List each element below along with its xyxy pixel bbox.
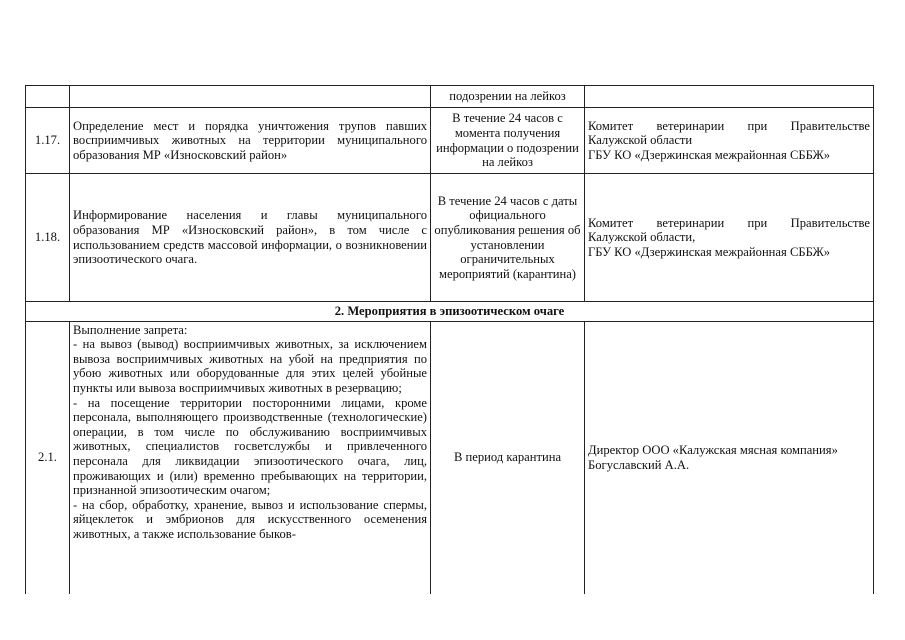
section-header-row	[26, 302, 874, 322]
row-number	[26, 86, 70, 108]
table-row	[26, 108, 874, 174]
table-row	[26, 174, 874, 302]
measure-term: В период карантина	[431, 321, 585, 594]
section-title: 2. Мероприятия в эпизоотическом очаге	[26, 302, 874, 322]
measure-responsible	[585, 108, 874, 174]
row-number: 2.1.	[26, 321, 70, 594]
measure-responsible	[585, 86, 874, 108]
responsible-line: ГБУ КО «Дзержинская межрайонная СББЖ»	[588, 244, 831, 259]
measure-description: Информирование населения и главы муниципального образования МР «Износковский район», в том числе с использованием средств массовой информации, о возникновении эпизоотического очага.	[70, 174, 431, 302]
description-paragraph: - на вывоз (вывод) восприимчивых животных, за исключением вывоза восприимчивых животных на убой на предприятия по убою животных или оборудованные для этих целей убойные пункты или вывоза восприимчивых животных в резервацию;	[73, 337, 427, 395]
measure-description	[70, 86, 431, 108]
measure-term: В течение 24 часов с момента получения информации о подозрении на лейкоз	[431, 108, 585, 174]
table-row	[26, 86, 874, 108]
measure-description: Определение мест и порядка уничтожения трупов павших восприимчивых животных на территории муниципального образования МР «Износковский район»	[70, 108, 431, 174]
row-number: 1.18.	[26, 174, 70, 302]
responsible-line: Комитет ветеринарии при Правительстве Калужской области	[588, 118, 870, 148]
measure-term: В течение 24 часов с даты официального опубликования решения об установлении ограничительных мероприятий (карантина)	[431, 174, 585, 302]
description-paragraph: Выполнение запрета:	[73, 322, 188, 337]
description-paragraph: - на посещение территории посторонними лицами, кроме персонала, выполняющего производственные (технологические) операции, в том числе по обслуживанию восприимчивых животных, специалистов госветслужбы и привлеченного персонала для ликвидации эпизоотического очага, лиц, проживающих и (или) временно пребывающих на территории, признанной эпизоотическим очагом;	[73, 395, 427, 498]
row-number: 1.17.	[26, 108, 70, 174]
measure-responsible	[585, 174, 874, 302]
measures-table	[25, 85, 874, 594]
description-paragraph: - на сбор, обработку, хранение, вывоз и использование спермы, яйцеклеток и эмбрионов для искусственного осеменения животных, а также использование быков-	[73, 497, 427, 541]
measure-responsible: Директор ООО «Калужская мясная компания» Богуславский А.А.	[585, 321, 874, 594]
measure-description	[70, 321, 431, 594]
table-row	[26, 321, 874, 594]
measure-term: подозрении на лейкоз	[431, 86, 585, 108]
responsible-line: ГБУ КО «Дзержинская межрайонная СББЖ»	[588, 147, 831, 162]
responsible-line: Комитет ветеринарии при Правительстве Калужской области,	[588, 215, 870, 245]
